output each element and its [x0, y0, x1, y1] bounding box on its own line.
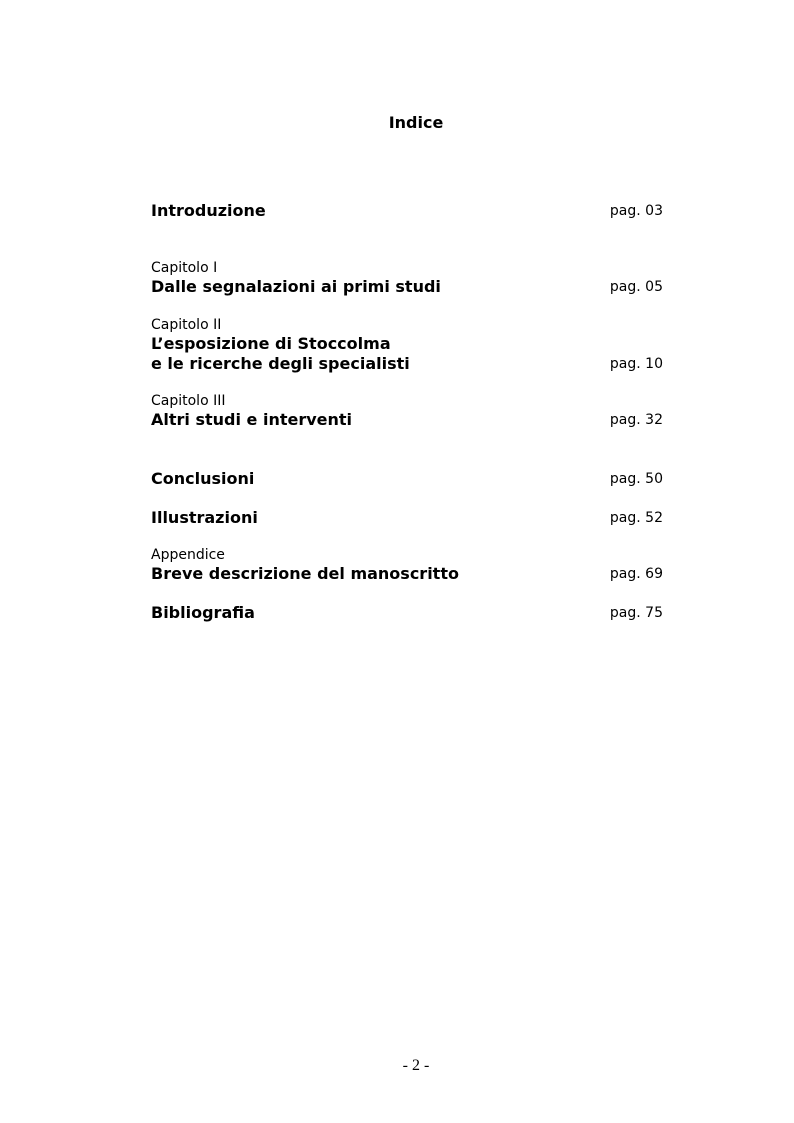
toc-entry-kicker: Capitolo III — [151, 393, 226, 409]
toc-entry-page: pag. 52 — [609, 510, 663, 526]
toc-entry-page: pag. 69 — [609, 566, 663, 582]
toc-entry-title — [151, 564, 459, 584]
toc-entry-title-line: L’esposizione di Stoccolma — [151, 334, 391, 353]
toc-entry-title — [151, 603, 255, 623]
toc-entry-row — [151, 508, 663, 528]
toc-entry-title-line: Dalle segnalazioni ai primi studi — [151, 277, 441, 296]
toc-entry-page: pag. 10 — [609, 356, 663, 372]
toc-entry-kicker: Capitolo I — [151, 260, 218, 276]
toc-entry-appendix — [151, 546, 663, 584]
toc-entry-kicker: Appendice — [151, 547, 225, 563]
toc-entry-title-line: e le ricerche degli specialisti — [151, 354, 410, 373]
toc-entry-bibliography — [151, 603, 663, 623]
toc-entry-conclusions — [151, 469, 663, 489]
toc-entry-page: pag. 32 — [609, 412, 663, 428]
toc-entry-title-line: Conclusioni — [151, 469, 255, 488]
toc-entry-row — [151, 334, 663, 374]
toc-entry-chapter-1 — [151, 259, 663, 297]
toc-entry-page: pag. 05 — [609, 279, 663, 295]
page-number: - 2 - — [402, 1057, 430, 1074]
toc-entry-illustrations — [151, 508, 663, 528]
toc-entry-row — [151, 277, 663, 297]
toc-entry-title-line: Illustrazioni — [151, 508, 258, 527]
toc-entry-row — [151, 564, 663, 584]
toc-entry-page: pag. 50 — [609, 471, 663, 487]
toc-entry-title-line: Introduzione — [151, 201, 266, 220]
toc-entry-title — [151, 469, 254, 489]
toc-entry-row — [151, 201, 663, 221]
page-title: Indice — [388, 113, 444, 132]
toc-entry-row — [151, 469, 663, 489]
toc-entry-chapter-2 — [151, 316, 663, 374]
toc-entry-title — [151, 334, 410, 374]
toc-entry-title-line: Bibliografia — [151, 603, 255, 622]
toc-entry-row — [151, 410, 663, 430]
toc-entry-title — [151, 508, 258, 528]
toc-entry-chapter-3 — [151, 392, 663, 430]
toc-entry-title — [151, 277, 441, 297]
toc-entry-page: pag. 03 — [609, 203, 663, 219]
toc-entry-title-line: Breve descrizione del manoscritto — [151, 564, 459, 583]
toc-entry-row — [151, 603, 663, 623]
toc-entry-title-line: Altri studi e interventi — [151, 410, 353, 429]
toc-entry-title — [151, 201, 266, 221]
toc-entry-introduction — [151, 201, 663, 221]
toc-entry-title — [151, 410, 352, 430]
toc-entry-page: pag. 75 — [609, 605, 663, 621]
toc-entry-kicker: Capitolo II — [151, 317, 222, 333]
